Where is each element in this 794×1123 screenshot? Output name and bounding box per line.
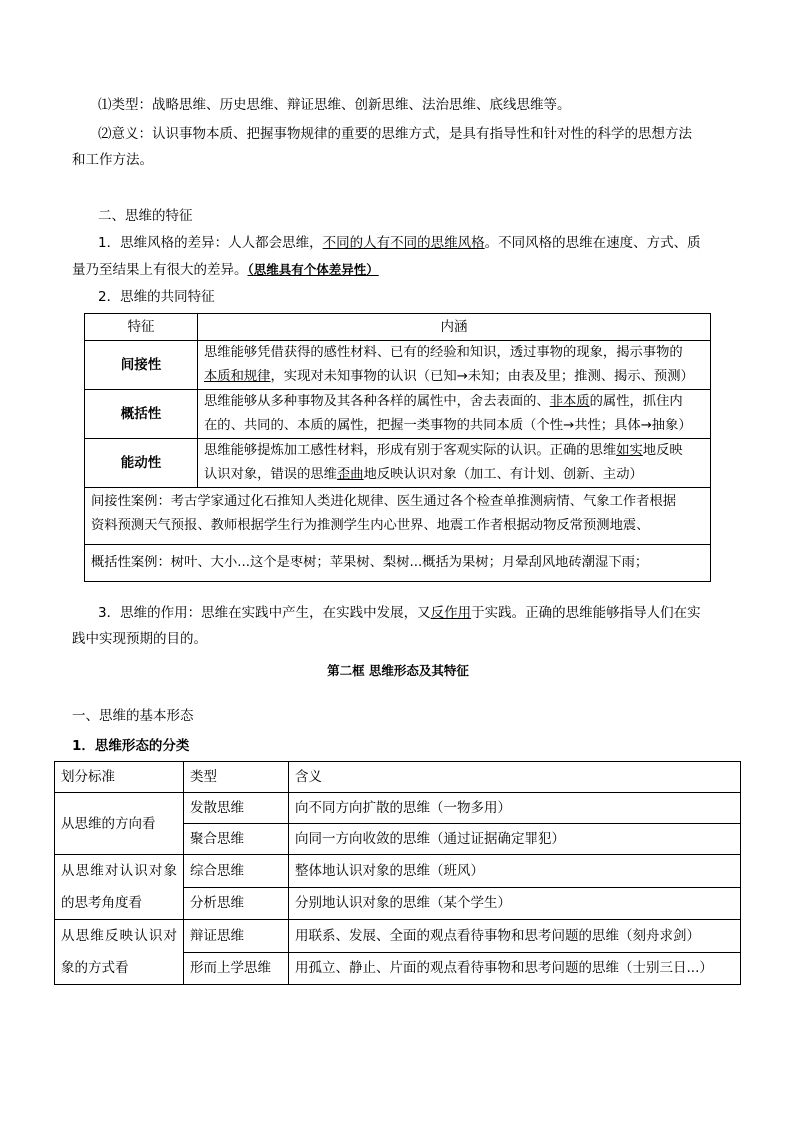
table-row bbox=[85, 341, 711, 390]
type-cell: 发散思维 bbox=[184, 793, 289, 824]
header-type: 类型 bbox=[184, 762, 289, 793]
header-meaning: 含义 bbox=[289, 762, 741, 793]
underlined-text: 本质和规律 bbox=[204, 369, 271, 384]
feature-desc bbox=[198, 439, 711, 488]
meaning-cell: 用孤立、静止、片面的观点看待事物和思考问题的思维（士别三日...） bbox=[289, 952, 741, 985]
underlined-text: 如实 bbox=[616, 443, 643, 458]
group-standard: 从思维反映认识对象的方式看 bbox=[55, 920, 184, 985]
text: 于实践。正确的思维能够指导人们在实 bbox=[471, 605, 701, 621]
underlined-text: 歪曲 bbox=[336, 467, 364, 482]
desc-line bbox=[204, 463, 704, 487]
type-cell: 辩证思维 bbox=[184, 920, 289, 953]
text: 量乃至结果上有很大的差异。 bbox=[72, 262, 248, 278]
case-line: 资料预测天气预报、教师根据学生行为推测学生内心世界、地震工作者根据动物反常预测地震、 bbox=[91, 518, 650, 533]
desc-line bbox=[204, 390, 704, 414]
feature-name: 概括性 bbox=[85, 390, 198, 439]
header-content: 内涵 bbox=[198, 314, 711, 341]
table-header-row bbox=[55, 762, 741, 793]
forms-table bbox=[54, 761, 741, 985]
forms-classification-heading bbox=[72, 736, 724, 756]
feature-desc bbox=[198, 341, 711, 390]
meaning-cell: 分别地认识对象的思维（某个学生） bbox=[289, 887, 741, 920]
meaning-paragraph-line2: 和工作方法。 bbox=[72, 152, 153, 168]
desc-line bbox=[204, 439, 704, 463]
table-header-row bbox=[85, 314, 711, 341]
type-cell: 形而上学思维 bbox=[184, 952, 289, 985]
feature-name: 间接性 bbox=[85, 341, 198, 390]
role-line2: 践中实现预期的目的。 bbox=[72, 631, 207, 647]
text: 1．思维风格的差异：人人都会思维， bbox=[98, 235, 323, 251]
indirect-cases bbox=[85, 488, 711, 545]
desc-line: 在的、共同的、本质的属性，把握一类事物的共同本质（个性→共性；具体→抽象） bbox=[204, 418, 692, 433]
header-feature: 特征 bbox=[85, 314, 198, 341]
meaning-cell: 向不同方向扩散的思维（一物多用） bbox=[289, 793, 741, 824]
type-cell: 综合思维 bbox=[184, 855, 289, 888]
meaning-cell: 整体地认识对象的思维（班风） bbox=[289, 855, 741, 888]
general-cases: 概括性案例：树叶、大小...这个是枣树；苹果树、梨树...概括为果树；月晕刮风地砖潮湿下雨； bbox=[85, 545, 711, 582]
lesson-title: 第二框 思维形态及其特征 bbox=[327, 663, 469, 678]
style-difference-line2 bbox=[72, 260, 724, 280]
feature-name: 能动性 bbox=[85, 439, 198, 488]
table-row bbox=[85, 439, 711, 488]
section-heading-features: 二、思维的特征 bbox=[98, 208, 193, 224]
meaning-cell: 向同一方向收敛的思维（通过证据确定罪犯） bbox=[289, 824, 741, 855]
text: ，实现对未知事物的认识（已知→未知；由表及里；推测、揭示、预测） bbox=[270, 369, 694, 384]
section-heading-forms: 一、思维的基本形态 bbox=[72, 708, 194, 724]
table-row bbox=[55, 855, 741, 888]
type-cell: 分析思维 bbox=[184, 887, 289, 920]
text: 。不同风格的思维在速度、方式、质 bbox=[484, 235, 701, 251]
features-table bbox=[84, 313, 711, 582]
meaning-cell: 用联系、发展、全面的观点看待事物和思考问题的思维（刻舟求剑） bbox=[289, 920, 741, 953]
desc-line: 思维能够凭借获得的感性材料、已有的经验和知识，透过事物的现象，揭示事物的 bbox=[204, 345, 683, 360]
group-standard: 从思维对认识对象的思考角度看 bbox=[55, 855, 184, 920]
table-row bbox=[85, 545, 711, 582]
feature-desc bbox=[198, 390, 711, 439]
text: 的属性，抓住内 bbox=[589, 394, 683, 409]
meaning-paragraph-line1: ⑵意义：认识事物本质、把握事物规律的重要的思维方式，是具有指导性和针对性的科学的思想方法 bbox=[98, 126, 692, 142]
table-row bbox=[55, 920, 741, 953]
text: 地反映 bbox=[642, 443, 683, 458]
text: 1．思维形态的分类 bbox=[72, 738, 190, 754]
type-cell: 聚合思维 bbox=[184, 824, 289, 855]
text: 认识对象，错误的思维 bbox=[204, 467, 337, 482]
bold-note: （思维具有个体差异性） bbox=[247, 262, 379, 277]
common-features-heading: 2．思维的共同特征 bbox=[98, 289, 215, 305]
text: 思维能够提炼加工感性材料，形成有别于客观实际的认识。正确的思维 bbox=[204, 443, 617, 458]
underlined-text: 不同的人有不同的思维风格 bbox=[322, 235, 485, 251]
group-standard: 从思维的方向看 bbox=[55, 793, 184, 855]
underlined-text: 非本质 bbox=[549, 394, 590, 409]
table-row bbox=[85, 488, 711, 545]
text: 3．思维的作用：思维在实践中产生，在实践中发展，又 bbox=[98, 605, 431, 621]
desc-line bbox=[204, 365, 704, 389]
text: 思维能够从多种事物及其各种各样的属性中，舍去表面的、 bbox=[204, 394, 550, 409]
table-row bbox=[85, 390, 711, 439]
table-row bbox=[55, 793, 741, 824]
type-paragraph: ⑴类型：战略思维、历史思维、辩证思维、创新思维、法治思维、底线思维等。 bbox=[98, 97, 571, 113]
role-line1 bbox=[72, 603, 724, 623]
underlined-text: 反作用 bbox=[430, 605, 472, 621]
text: 地反映认识对象（加工、有计划、创新、主动） bbox=[363, 467, 643, 482]
style-difference-line1 bbox=[72, 233, 724, 253]
case-line: 间接性案例：考古学家通过化石推知人类进化规律、医生通过各个检查单推测病情、气象工作者根据 bbox=[91, 494, 677, 509]
header-standard: 划分标准 bbox=[55, 762, 184, 793]
